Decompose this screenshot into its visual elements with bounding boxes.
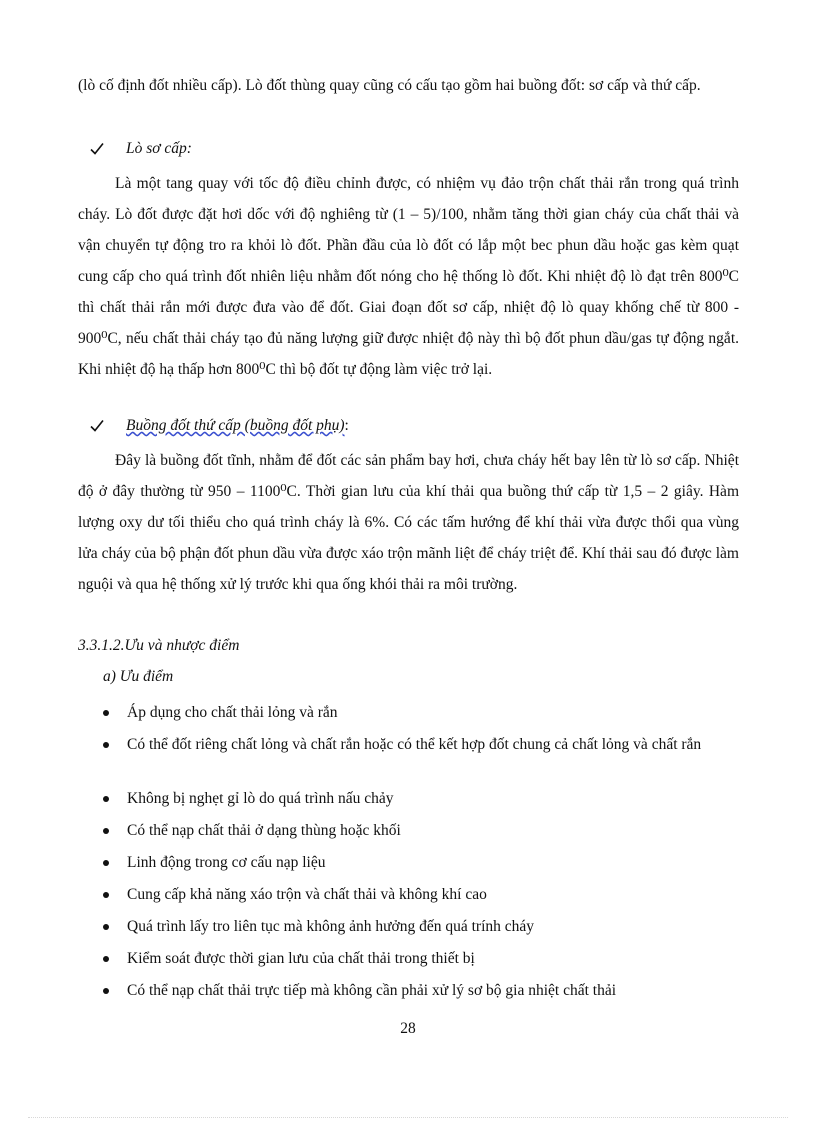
- list-item: Áp dụng cho chất thải lỏng và rắn: [103, 702, 739, 724]
- list-item: Quá trình lấy tro liên tục mà không ảnh hưởng đến quá trính cháy: [103, 916, 739, 938]
- paragraph-intro: (lò cố định đốt nhiều cấp). Lò đốt thùng quay cũng có cấu tạo gồm hai buồng đốt: sơ cấp và thứ cấp.: [78, 77, 701, 94]
- list-item: Có thể đốt riêng chất lỏng và chất rắn hoặc có thể kết hợp đốt chung cả chất lỏng và chất rắn: [103, 734, 739, 756]
- subsection-heading: a) Ưu điểm: [103, 668, 174, 685]
- footer-divider: [28, 1117, 788, 1118]
- check-icon: [87, 141, 107, 157]
- list-item: Không bị nghẹt gỉ lò do quá trình nấu chảy: [103, 788, 739, 810]
- bullet-dot-icon: [103, 988, 109, 994]
- secondary-chamber-colon: :: [344, 417, 349, 434]
- paragraph-secondary-chamber: Đây là buồng đốt tĩnh, nhằm để đốt các sản phẩm bay hơi, chưa cháy hết bay lên từ lò sơ cấp. Nhiệt độ ở đây thường từ 950 – 1100⁰C. Thời gian lưu của khí thải qua buồng thứ cấp từ 1,5 – 2 giây. Hàm lượng oxy dư tối thiểu cho quá trình cháy là 6%. Có các tấm hướng để khí thải vừa được thổi qua vùng lửa cháy của bộ phận đốt phun dầu vừa được xáo trộn mãnh liệt để cháy triệt để. Khí thải sau đó được làm nguội và qua hệ thống xử lý trước khi qua ống khói thải ra môi trường.: [78, 452, 739, 593]
- page-number: 28: [400, 1020, 416, 1037]
- primary-chamber-title: Lò sơ cấp:: [126, 140, 192, 157]
- list-item: Linh động trong cơ cấu nạp liệu: [103, 852, 739, 874]
- bullet-dot-icon: [103, 796, 109, 802]
- list-item: Cung cấp khả năng xáo trộn và chất thải và không khí cao: [103, 884, 739, 906]
- bullet-dot-icon: [103, 828, 109, 834]
- section-heading: 3.3.1.2.Ưu và nhược điểm: [78, 637, 240, 654]
- bullet-dot-icon: [103, 892, 109, 898]
- bullet-dot-icon: [103, 860, 109, 866]
- bullet-dot-icon: [103, 924, 109, 930]
- bullet-dot-icon: [103, 956, 109, 962]
- list-item: Kiểm soát được thời gian lưu của chất thải trong thiết bị: [103, 948, 739, 970]
- bullet-dot-icon: [103, 710, 109, 716]
- paragraph-primary-chamber: Là một tang quay với tốc độ điều chỉnh được, có nhiệm vụ đảo trộn chất thải rắn trong quá trình cháy. Lò đốt được đặt hơi dốc với độ nghiêng từ (1 – 5)/100, nhằm tăng thời gian cháy của chất thải và vận chuyển tự động tro ra khỏi lò đốt. Phần đầu của lò đốt có lắp một bec phun dầu hoặc gas kèm quạt cung cấp cho quá trình đốt nhiên liệu nhằm đốt nóng cho hệ thống lò đốt. Khi nhiệt độ lò đạt trên 800⁰C thì chất thải rắn mới được đưa vào để đốt. Giai đoạn đốt sơ cấp, nhiệt độ lò quay khống chế từ 800 - 900⁰C, nếu chất thải cháy tạo đủ năng lượng giữ được nhiệt độ này thì bộ đốt phun dầu/gas tự động ngắt. Khi nhiệt độ hạ thấp hơn 800⁰C thì bộ đốt tự động làm việc trở lại.: [78, 175, 739, 378]
- list-item: Có thể nạp chất thải trực tiếp mà không cần phải xử lý sơ bộ gia nhiệt chất thải: [103, 980, 739, 1002]
- check-item-primary: [87, 137, 192, 161]
- secondary-chamber-title: Buồng đốt thứ cấp (buồng đốt phụ): [126, 417, 345, 434]
- check-item-secondary: [87, 414, 349, 438]
- list-item: Có thể nạp chất thải ở dạng thùng hoặc khối: [103, 820, 739, 842]
- check-icon: [87, 418, 107, 434]
- bullet-dot-icon: [103, 742, 109, 748]
